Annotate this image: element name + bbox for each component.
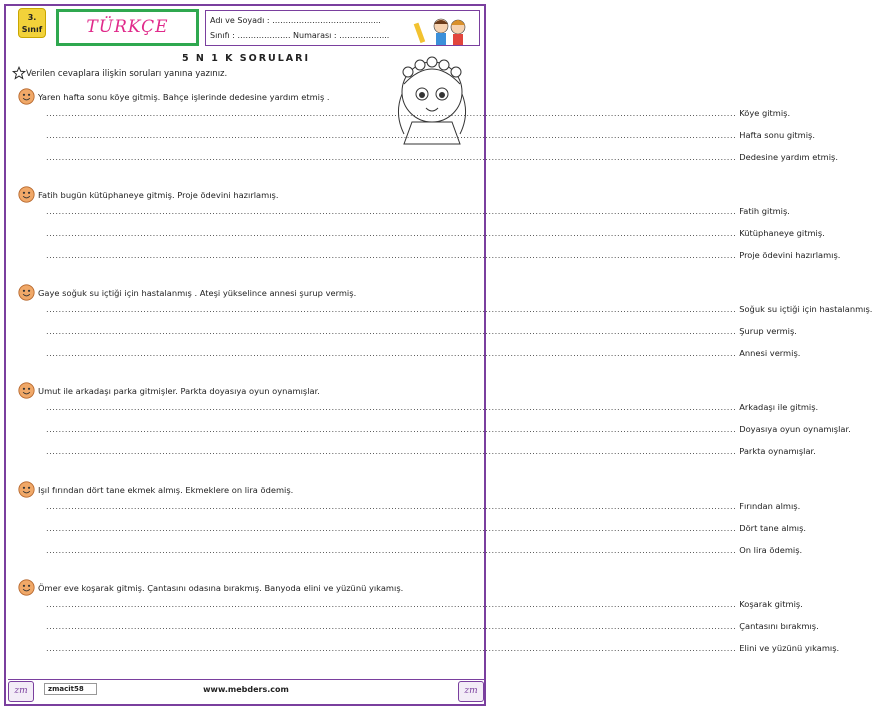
grade-number: 3. [27, 13, 37, 22]
answer-line [46, 250, 841, 260]
answer-line [46, 130, 816, 140]
question-text: Ömer eve koşarak gitmiş. Çantasını odasına bırakmış. Banyoda elini ve yüzünü yıkamış. [38, 582, 404, 593]
answer-line [46, 402, 819, 412]
write-in-blank[interactable]: ............................................................................................................................................................................................................................ [46, 130, 737, 140]
given-answer: Çantasını bırakmış. [739, 621, 819, 631]
smiley-face-icon [18, 382, 35, 399]
given-answer: Proje ödevini hazırlamış. [739, 250, 841, 260]
answer-line [46, 643, 840, 653]
write-in-blank[interactable]: ............................................................................................................................................................................................................................ [46, 545, 737, 555]
question-sentence [18, 284, 356, 301]
given-answer: Köye gitmiş. [739, 108, 791, 118]
write-in-blank[interactable]: ............................................................................................................................................................................................................................ [46, 523, 737, 533]
footer-divider [8, 679, 484, 680]
answer-line [46, 424, 851, 434]
answer-line [46, 599, 803, 609]
question-text: Işıl fırından dört tane ekmek almış. Ekmeklere on lira ödemiş. [38, 484, 294, 495]
write-in-blank[interactable]: ............................................................................................................................................................................................................................ [46, 643, 737, 653]
answer-line [46, 108, 791, 118]
answer-line [46, 446, 816, 456]
answer-line [46, 206, 790, 216]
write-in-blank[interactable]: ............................................................................................................................................................................................................................ [46, 304, 737, 314]
write-in-blank[interactable]: ............................................................................................................................................................................................................................ [46, 621, 737, 631]
write-in-blank[interactable]: ............................................................................................................................................................................................................................ [46, 501, 737, 511]
answer-line [46, 348, 801, 358]
site-url: www.mebders.com [203, 685, 289, 694]
given-answer: Parkta oynamışlar. [739, 446, 816, 456]
answer-line [46, 523, 807, 533]
smiley-face-icon [18, 481, 35, 498]
answer-line [46, 304, 872, 314]
write-in-blank[interactable]: ............................................................................................................................................................................................................................ [46, 108, 737, 118]
write-in-blank[interactable]: ............................................................................................................................................................................................................................ [46, 599, 737, 609]
author-credit: zmacit58 [44, 683, 97, 695]
answer-line [46, 152, 838, 162]
answer-line [46, 326, 797, 336]
write-in-blank[interactable]: ............................................................................................................................................................................................................................ [46, 348, 737, 358]
star-icon [12, 66, 26, 80]
given-answer: Annesi vermiş. [739, 348, 801, 358]
question-sentence [18, 382, 320, 399]
given-answer: Şurup vermiş. [739, 326, 797, 336]
question-sentence [18, 579, 403, 596]
answer-line [46, 545, 803, 555]
given-answer: Kütüphaneye gitmiş. [739, 228, 825, 238]
smiley-face-icon [18, 284, 35, 301]
answer-line [46, 501, 801, 511]
zm-logo-right-icon: zm [458, 681, 484, 702]
grade-word: Sınıf [21, 25, 43, 34]
student-info-box [205, 10, 480, 46]
write-in-blank[interactable]: ............................................................................................................................................................................................................................ [46, 152, 737, 162]
question-text: Umut ile arkadaşı parka gitmişler. Parkta doyasıya oyun oynamışlar. [38, 385, 320, 396]
write-in-blank[interactable]: ............................................................................................................................................................................................................................ [46, 206, 737, 216]
given-answer: Arkadaşı ile gitmiş. [739, 402, 819, 412]
smiley-face-icon [18, 579, 35, 596]
write-in-blank[interactable]: ............................................................................................................................................................................................................................ [46, 250, 737, 260]
given-answer: Koşarak gitmiş. [739, 599, 803, 609]
subject-title-box [56, 9, 199, 46]
class-field: Sınıfı : ……………….. Numarası : …………….... [210, 31, 390, 40]
given-answer: Fırından almış. [739, 501, 801, 511]
question-text: Fatih bugün kütüphaneye gitmiş. Proje ödevini hazırlamış. [38, 189, 279, 200]
smiley-face-icon [18, 88, 35, 105]
given-answer: Soğuk su içtiği için hastalanmış. [739, 304, 872, 314]
write-in-blank[interactable]: ............................................................................................................................................................................................................................ [46, 446, 737, 456]
given-answer: Elini ve yüzünü yıkamış. [739, 643, 840, 653]
given-answer: On lira ödemiş. [739, 545, 803, 555]
write-in-blank[interactable]: ............................................................................................................................................................................................................................ [46, 326, 737, 336]
instruction-text: Verilen cevaplara ilişkin soruları yanına yazınız. [26, 69, 228, 79]
given-answer: Hafta sonu gitmiş. [739, 130, 816, 140]
write-in-blank[interactable]: ............................................................................................................................................................................................................................ [46, 424, 737, 434]
zm-logo-left-icon: zm [8, 681, 34, 702]
question-sentence [18, 481, 293, 498]
question-sentence [18, 186, 278, 203]
worksheet-heading: 5 N 1 K SORULARI [182, 53, 310, 64]
question-sentence [18, 88, 330, 105]
given-answer: Fatih gitmiş. [739, 206, 790, 216]
given-answer: Dedesine yardım etmiş. [739, 152, 838, 162]
grade-badge [18, 8, 46, 38]
kids-illustration-icon [411, 13, 471, 47]
write-in-blank[interactable]: ............................................................................................................................................................................................................................ [46, 402, 737, 412]
given-answer: Dört tane almış. [739, 523, 807, 533]
question-text: Yaren hafta sonu köye gitmiş. Bahçe işlerinde dedesine yardım etmiş . [38, 91, 330, 102]
subject-title: TÜRKÇE [86, 17, 169, 37]
given-answer: Doyasıya oyun oynamışlar. [739, 424, 851, 434]
answer-line [46, 621, 819, 631]
question-text: Gaye soğuk su içtiği için hastalanmış . Ateşi yükselince annesi şurup vermiş. [38, 287, 357, 298]
name-field: Adı ve Soyadı : ………………………………..... [210, 16, 381, 25]
smiley-face-icon [18, 186, 35, 203]
write-in-blank[interactable]: ............................................................................................................................................................................................................................ [46, 228, 737, 238]
answer-line [46, 228, 825, 238]
